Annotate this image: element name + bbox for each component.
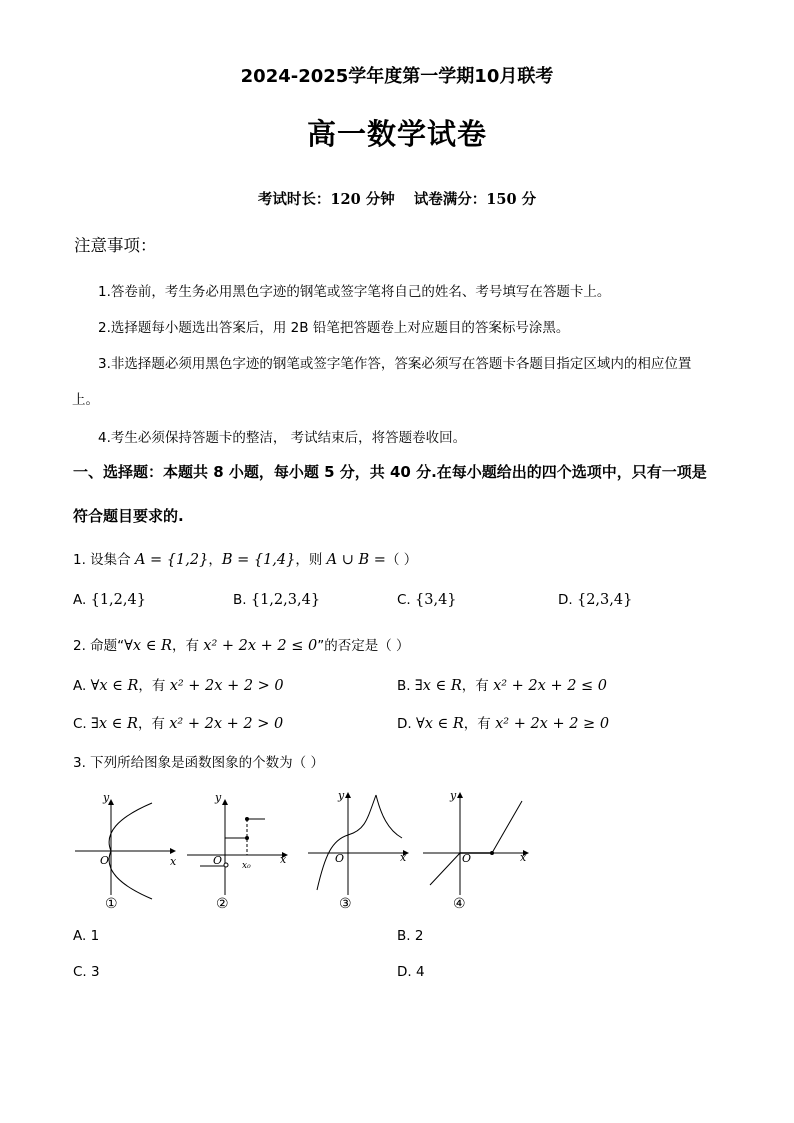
graph-2-tick-x0: x₀: [242, 861, 251, 871]
q2-option-c[interactable]: [73, 712, 283, 732]
graph-4-origin: O: [462, 852, 472, 865]
option-letter: D.: [397, 964, 412, 980]
graph-1-number: ①: [105, 896, 118, 912]
graph-2-number: ②: [216, 896, 229, 912]
notice-title: 注意事项：: [74, 236, 157, 255]
option-letter: B.: [397, 928, 411, 944]
q2-option-b[interactable]: [397, 674, 607, 694]
q3-option-a[interactable]: [73, 928, 99, 944]
option-expr: x² + 2x + 2 ≥ 0: [495, 716, 610, 732]
notice-item-4: 4.考生必须保持答题卡的整洁， 考试结束后，将答题卷收回。: [98, 430, 467, 446]
option-text: {1,2,4}: [90, 592, 146, 608]
q3-option-c[interactable]: [73, 964, 100, 980]
q1-set-b: B = {1,4}: [221, 552, 296, 568]
option-expr: x² + 2x + 2 > 0: [169, 678, 284, 694]
graph-2-x-label: x: [280, 853, 287, 866]
q2-option-a[interactable]: [73, 674, 284, 694]
q2-suffix: ”的否定是（ ）: [317, 638, 410, 654]
option-letter: A.: [73, 678, 87, 694]
notice-item-3-cont: 上。: [72, 392, 99, 408]
q1-option-a[interactable]: [73, 592, 146, 608]
option-expr: x² + 2x + 2 ≤ 0: [493, 678, 608, 694]
q2-prefix: 2. 命题“: [73, 638, 125, 654]
option-text: {2,3,4}: [576, 592, 633, 608]
notice-item-2: 2.选择题每小题选出答案后，用 2B 铅笔把答题卷上对应题目的答案标号涂黑。: [98, 320, 570, 336]
option-quantifier: ∃x ∈ R: [414, 678, 462, 694]
graph-3-origin: O: [335, 852, 345, 865]
page-title: 高一数学试卷: [306, 117, 487, 151]
exam-header: 2024-2025学年度第一学期10月联考: [240, 66, 554, 87]
q1-suffix: （ ）: [385, 552, 418, 568]
q1-prefix: 1. 设集合: [73, 552, 135, 568]
option-letter: D.: [558, 592, 573, 608]
exam-info: [0, 188, 794, 209]
q2-expr: x² + 2x + 2 ≤ 0: [203, 638, 318, 654]
q2-quantifier: ∀x ∈ R: [124, 638, 172, 654]
function-graphs-figure: [70, 785, 540, 915]
question-2: [73, 634, 410, 654]
graph-3-x-label: x: [400, 851, 407, 864]
graph-3: [308, 789, 408, 912]
q1-sep: ，: [208, 552, 222, 568]
graph-4: [423, 789, 528, 912]
option-text: 3: [91, 964, 100, 980]
graph-3-number: ③: [339, 896, 352, 912]
q2-sep: ，有: [171, 638, 204, 654]
option-letter: D.: [397, 716, 412, 732]
graph-3-y-label: y: [338, 789, 345, 802]
q2-option-d[interactable]: [397, 712, 609, 732]
option-quantifier: ∀x ∈ R: [415, 716, 464, 732]
option-quantifier: ∀x ∈ R: [90, 678, 139, 694]
option-sep: ，有: [463, 716, 496, 732]
option-letter: A.: [73, 928, 87, 944]
graph-2-origin: O: [213, 854, 223, 867]
graph-4-x-label: x: [520, 851, 527, 864]
q1-option-b[interactable]: [233, 592, 320, 608]
graph-1-x-label: x: [170, 855, 177, 868]
question-1: [73, 548, 417, 568]
question-3: 3. 下列所给图象是函数图象的个数为（ ）: [73, 755, 324, 771]
option-sep: ，有: [461, 678, 494, 694]
exam-duration: 考试时长：120 分钟: [257, 191, 395, 208]
q3-option-d[interactable]: [397, 964, 425, 980]
graph-1-origin: O: [100, 854, 110, 867]
graph-1: [75, 791, 177, 912]
q1-set-a: A = {1,2}: [134, 552, 209, 568]
q1-option-d[interactable]: [558, 592, 632, 608]
option-quantifier: ∃x ∈ R: [91, 716, 138, 732]
section-heading: 一、选择题：本题共 8 小题，每小题 5 分，共 40 分.在每小题给出的四个选项中，只有一项是: [73, 463, 707, 481]
option-text: 2: [414, 928, 424, 944]
option-text: {3,4}: [415, 592, 457, 608]
option-text: 4: [415, 964, 425, 980]
option-letter: C.: [73, 964, 87, 980]
graph-2: [187, 791, 287, 912]
notice-item-1: 1.答卷前，考生务必用黑色字迹的钢笔或签字笔将自己的姓名、考号填写在答题卡上。: [98, 284, 611, 300]
option-letter: B.: [397, 678, 411, 694]
option-expr: x² + 2x + 2 > 0: [169, 716, 284, 732]
graph-2-y-label: y: [215, 791, 222, 804]
option-letter: C.: [73, 716, 87, 732]
option-letter: A.: [73, 592, 87, 608]
section-heading-cont: 符合题目要求的.: [73, 507, 184, 525]
option-sep: ，有: [138, 678, 170, 694]
option-letter: C.: [397, 592, 411, 608]
notice-item-3: 3.非选择题必须用黑色字迹的钢笔或签字笔作答，答案必须写在答题卡各题目指定区域内的相应位置: [98, 356, 692, 372]
graph-4-y-label: y: [450, 789, 457, 802]
q1-expr: A ∪ B =: [326, 552, 386, 568]
q1-sep2: ，则: [295, 552, 327, 568]
graph-1-y-label: y: [103, 791, 110, 804]
q1-option-c[interactable]: [397, 592, 457, 608]
option-letter: B.: [233, 592, 247, 608]
q3-option-b[interactable]: [397, 928, 423, 944]
option-text: 1: [90, 928, 100, 944]
option-text: {1,2,3,4}: [250, 592, 321, 608]
option-sep: ，有: [137, 716, 170, 732]
exam-full-score: 试卷满分：150 分: [413, 191, 537, 208]
graph-4-number: ④: [453, 896, 466, 912]
